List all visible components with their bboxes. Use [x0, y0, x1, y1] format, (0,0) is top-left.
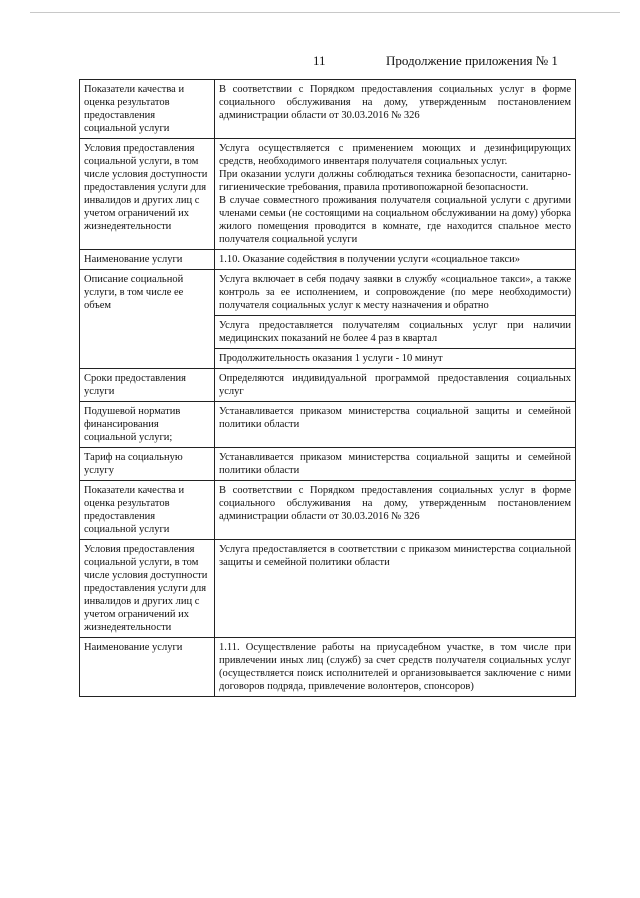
- row-value: [215, 402, 576, 448]
- paragraph: При оказании услуги должны соблюдаться техника безопасности, санитарно-гигиенические требования, правила противопожарной безопасности.: [219, 169, 571, 193]
- paragraph: 1.10. Оказание содействия в получении услуги «социальное такси»: [219, 254, 521, 265]
- paragraph: В соответствии с Порядком предоставления социальных услуг в форме социального обслуживания на дому, утвержденным постановлением администрации области от 30.03.2016 № 326: [219, 84, 571, 121]
- row-value: [215, 369, 576, 402]
- table-row: [80, 540, 576, 638]
- row-value: [215, 316, 576, 349]
- table-row: [80, 481, 576, 540]
- row-value: [215, 638, 576, 697]
- paragraph: 1.11. Осуществление работы на приусадебном участке, в том числе при привлечении иных лиц (служб) за счет средств получателя социальных услуг (осуществляется поиск исполнителей и организовывается заключение с ними договоров подряда, привлечение волонтеров, спонсоров): [219, 642, 571, 692]
- paragraph: Устанавливается приказом министерства социальной защиты и семейной политики области: [219, 406, 571, 430]
- row-label: Показатели качества и оценка результатов предоставления социальной услуги: [80, 80, 215, 139]
- table-row: [80, 448, 576, 481]
- row-value: [215, 481, 576, 540]
- table-row: [80, 638, 576, 697]
- table-row: [80, 270, 576, 316]
- row-value: [215, 448, 576, 481]
- row-label: Подушевой норматив финансирования социальной услуги;: [80, 402, 215, 448]
- row-label: Условия предоставления социальной услуги, в том числе условия доступности предоставления услуги для инвалидов и других лиц с учетом ограничений их жизнедеятельности: [80, 540, 215, 638]
- table-row: [80, 250, 576, 270]
- table-row: [80, 369, 576, 402]
- row-label: Показатели качества и оценка результатов предоставления социальной услуги: [80, 481, 215, 540]
- paragraph: В соответствии с Порядком предоставления социальных услуг в форме социального обслуживания на дому, утвержденным постановлением администрации области от 30.03.2016 № 326: [219, 485, 571, 522]
- table-row: [80, 402, 576, 448]
- row-label: Наименование услуги: [80, 250, 215, 270]
- page-number: 11: [313, 53, 326, 68]
- row-label: Описание социальной услуги, в том числе ее объем: [80, 270, 215, 369]
- row-value: [215, 250, 576, 270]
- row-label: Наименование услуги: [80, 638, 215, 697]
- paragraph: В случае совместного проживания получателя социальной услуги с другими членами семьи (не состоящими на социальном обслуживании на дому) уборка жилого помещения проводится в комнате, где находится спальное место получателя социальной услуги: [219, 195, 571, 245]
- scan-top-edge: [30, 12, 620, 13]
- paragraph: Услуга предоставляется в соответствии с приказом министерства социальной защиты и семейной политики области: [219, 544, 571, 568]
- row-value: [215, 349, 576, 369]
- row-value: [215, 270, 576, 316]
- continuation-heading: Продолжение приложения № 1: [386, 53, 558, 68]
- paragraph: Услуга осуществляется с применением моющих и дезинфицирующих средств, необходимого инвентаря получателя социальных услуг.: [219, 143, 571, 167]
- paragraph: Продолжительность оказания 1 услуги - 10 минут: [219, 353, 443, 364]
- row-label: Тариф на социальную услугу: [80, 448, 215, 481]
- paragraph: Определяются индивидуальной программой предоставления социальных услуг: [219, 373, 571, 397]
- row-value: [215, 540, 576, 638]
- row-value: [215, 139, 576, 250]
- paragraph: Услуга включает в себя подачу заявки в службу «социальное такси», а также контроль за ее исполнением, и сопровождение (по мере необходимости) получателя социальных услуг к месту назначения и обратно: [219, 274, 571, 311]
- services-table: [79, 79, 576, 697]
- row-label: Сроки предоставления услуги: [80, 369, 215, 402]
- services-table-body: [80, 80, 576, 697]
- paragraph: Устанавливается приказом министерства социальной защиты и семейной политики области: [219, 452, 571, 476]
- table-row: [80, 80, 576, 139]
- row-value: [215, 80, 576, 139]
- table-row: [80, 139, 576, 250]
- paragraph: Услуга предоставляется получателям социальных услуг при наличии медицинских показаний не более 4 раз в квартал: [219, 320, 571, 344]
- row-label: Условия предоставления социальной услуги, в том числе условия доступности предоставления услуги для инвалидов и других лиц с учетом ограничений их жизнедеятельности: [80, 139, 215, 250]
